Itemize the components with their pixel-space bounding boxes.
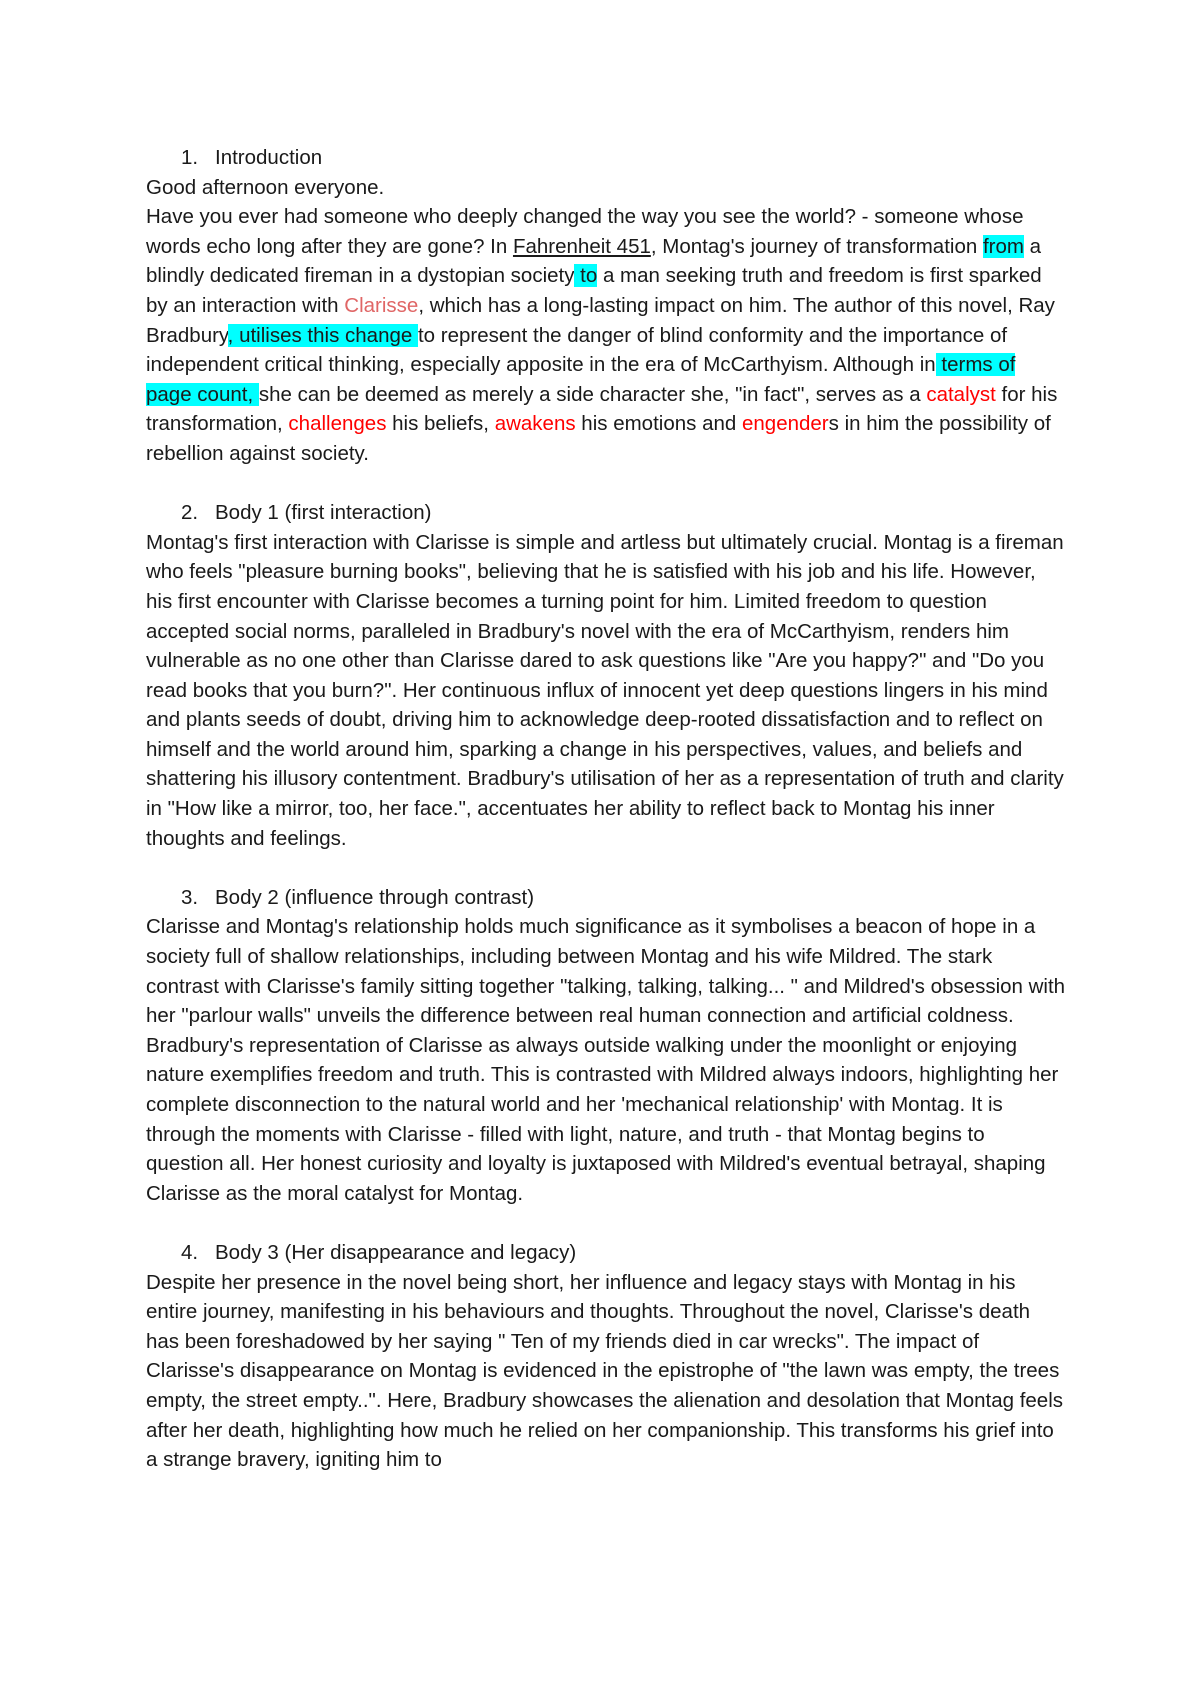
highlight-terms: terms of page count,	[146, 353, 1016, 406]
highlight-from: from	[982, 234, 1024, 258]
text-run: , which has a long-lasting impact on him. The author of this novel, Ray Bradbury	[146, 293, 1055, 347]
section-title: Body 1 (first interaction)	[215, 501, 432, 525]
body-1-paragraph: Montag's first interaction with Clarisse is simple and artless but ultimately crucial. Montag is a fireman who feels "pleasure burning books", believing that he is satisfied with his job and his life. However, his first encounter with Clarisse becomes a turning point for him. Limited freedom to question accepted social norms, paralleled in Bradbury's novel with the era of McCarthyism, renders him vulnerable as no one other than Clarisse dared to ask questions like "Are you happy?" and "Do you read books that you burn?". Her continuous influx of innocent yet deep questions lingers in his mind and plants seeds of doubt, driving him to acknowledge deep-rooted dissatisfaction and to reflect on himself and the world around him, sparking a change in his perspectives, values, and beliefs and shattering his illusory contentment. Bradbury's utilisation of her as a representation of truth and clarity in "How like a mirror, too, her face.", accentuates her ability to reflect back to Montag his inner thoughts and feelings.	[146, 530, 1064, 850]
greeting-line: Good afternoon everyone.	[146, 175, 385, 199]
text-run: for his transformation,	[146, 382, 1058, 436]
body-3-paragraph: Despite her presence in the novel being short, her influence and legacy stays with Montag in his entire journey, manifesting in his behaviours and thoughts. Throughout the novel, Clarisse's death has been foreshadowed by her saying " Ten of my friends died in car wrecks". The impact of Clarisse's disappearance on Montag is evidenced in the epistrophe of "the lawn was empty, the trees empty, the street empty..". Here, Bradbury showcases the alienation and desolation that Montag feels after her death, highlighting how much he relied on her companionship. This transforms his grief into a strange bravery, igniting him to	[146, 1270, 1063, 1472]
list-number: 4.	[181, 1240, 199, 1264]
text-run: a man seeking truth and freedom is first sparked by an interaction with	[146, 264, 1042, 317]
text-run: , Montag's journey of transformation	[650, 234, 983, 258]
list-number: 1.	[181, 146, 199, 169]
introduction-paragraph	[146, 202, 1066, 468]
spacer	[146, 1208, 1066, 1238]
text-run: his beliefs,	[386, 412, 495, 436]
red-word-catalyst: catalyst	[926, 382, 996, 406]
text-run: his emotions and	[575, 412, 742, 436]
book-title: Fahrenheit 451	[512, 234, 651, 258]
red-word-awakens: awakens	[494, 412, 576, 436]
document-body	[146, 143, 1066, 1475]
text-run: to represent the danger of blind conformity and the importance of independent critical thinking, especially apposite in the era of McCarthyism. Although in	[146, 323, 1008, 377]
section-title: Body 3 (Her disappearance and legacy)	[215, 1240, 577, 1264]
section-heading-introduction	[146, 143, 1066, 173]
red-word-engender: engender	[741, 412, 829, 436]
text-run: a blindly dedicated fireman in a dystopian society	[146, 234, 1042, 288]
highlight-to: to	[574, 264, 598, 288]
highlight-utilises: , utilises this change	[227, 323, 418, 347]
section-title: Introduction	[215, 146, 323, 169]
section-heading-body-3	[146, 1238, 1066, 1268]
text-run: she can be deemed as merely a side character she, "in fact", serves as a	[258, 382, 927, 406]
body-2-paragraph: Clarisse and Montag's relationship holds much significance as it symbolises a beacon of hope in a society full of shallow relationships, including between Montag and his wife Mildred. The stark contrast with Clarisse's family sitting together "talking, talking, talking... " and Mildred's obsession with her "parlour walls" unveils the difference between real human connection and artificial coldness. Bradbury's representation of Clarisse as always outside walking under the moonlight or enjoying nature exemplifies freedom and truth. This is contrasted with Mildred always indoors, highlighting her complete disconnection to the natural world and her 'mechanical relationship' with Montag. It is through the moments with Clarisse - filled with light, nature, and truth - that Montag begins to question all. Her honest curiosity and loyalty is juxtaposed with Mildred's eventual betrayal, shaping Clarisse as the moral catalyst for Montag.	[146, 915, 1066, 1205]
text-run: Have you ever had someone who deeply changed the way you see the world? - someone whose words echo long after they are gone? In	[146, 205, 1024, 258]
red-word-challenges: challenges	[288, 412, 387, 436]
list-number: 2.	[181, 501, 199, 525]
text-run: s in him the possibility of rebellion against society.	[146, 412, 1051, 465]
spacer	[146, 469, 1066, 499]
list-number: 3.	[181, 885, 199, 909]
section-heading-body-1	[146, 498, 1066, 528]
spacer	[146, 853, 1066, 883]
name-clarisse: Clarisse	[344, 293, 419, 317]
section-heading-body-2	[146, 883, 1066, 913]
section-title: Body 2 (influence through contrast)	[215, 885, 535, 909]
